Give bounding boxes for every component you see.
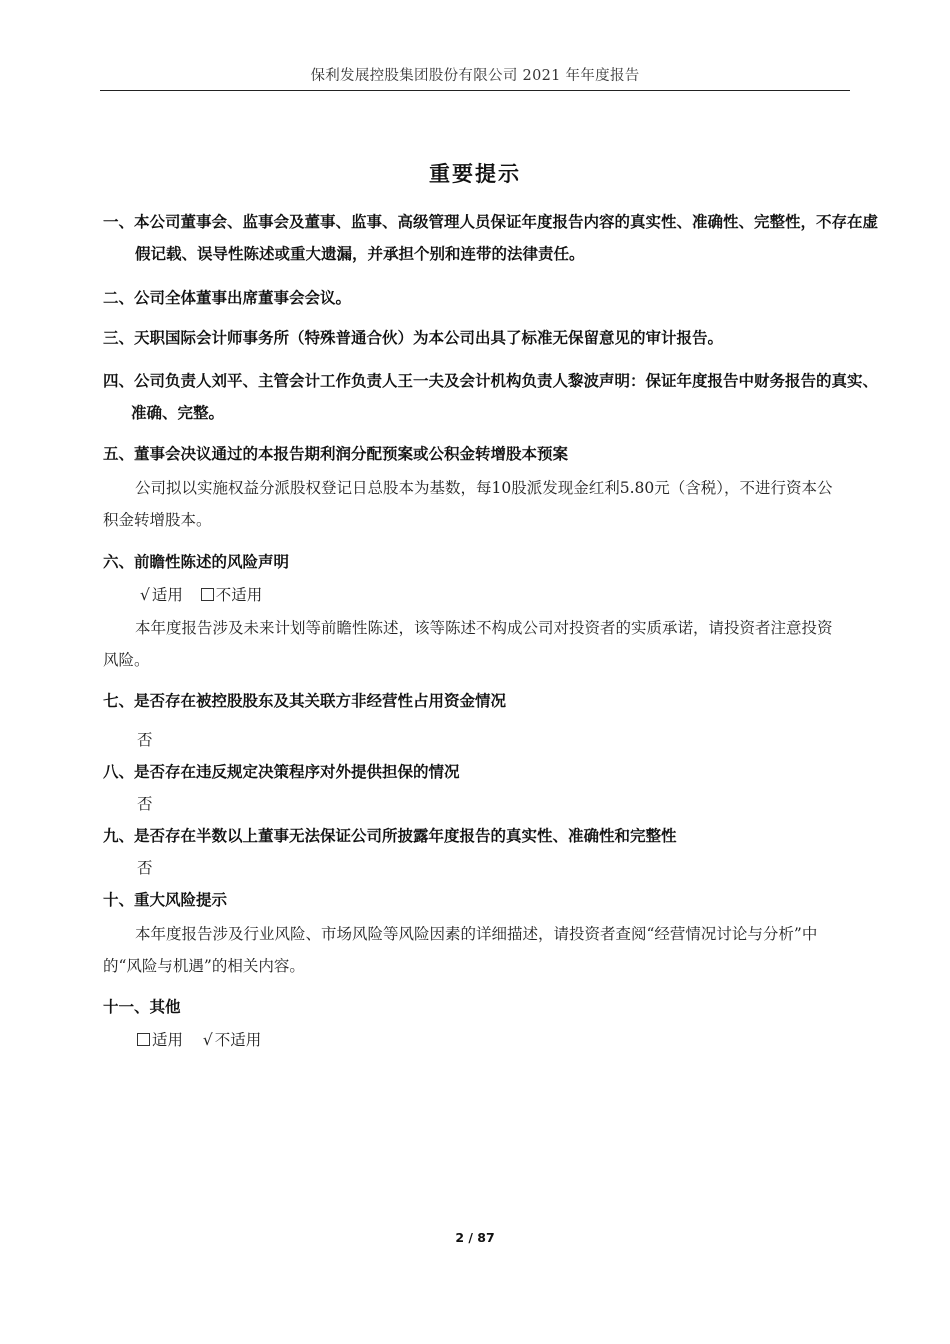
section-10-body: 本年度报告涉及行业风险、市场风险等风险因素的详细描述，请投资者查阅“经营情况讨论与分析”中的“风险与机遇”的相关内容。	[103, 925, 818, 975]
checkmark-icon: √	[140, 586, 150, 604]
page-title: 重要提示	[429, 162, 521, 186]
not-applicable-label: 不适用	[215, 586, 263, 604]
section-9: 九、是否存在半数以上董事无法保证公司所披露年度报告的真实性、准确性和完整性	[103, 827, 677, 845]
section-2: 二、公司全体董事出席董事会会议。	[103, 289, 352, 307]
section-5: 五、董事会决议通过的本报告期利润分配预案或公积金转增股本预案	[103, 445, 569, 463]
checkmark-icon: √	[202, 1031, 213, 1049]
section-9-answer: 否	[137, 859, 153, 877]
section-4: 四、公司负责人刘平、主管会计工作负责人王一夫及会计机构负责人黎波声明：保证年度报告中财务报告的真实、准确、完整。	[103, 372, 879, 422]
section-7-answer: 否	[137, 731, 153, 749]
section-8-answer: 否	[137, 795, 153, 813]
empty-checkbox-icon	[201, 588, 214, 601]
section-1: 一、本公司董事会、监事会及董事、监事、高级管理人员保证年度报告内容的真实性、准确性、完整性，不存在虚假记载、误导性陈述或重大遗漏，并承担个别和连带的法律责任。	[103, 213, 879, 263]
section-8: 八、是否存在违反规定决策程序对外提供担保的情况	[103, 763, 460, 781]
section-11-options	[137, 1028, 261, 1052]
page-number: 2 / 87	[455, 1230, 495, 1245]
applicable-label: 适用	[152, 1031, 184, 1049]
not-applicable-label: 不适用	[214, 1031, 262, 1049]
section-6: 六、前瞻性陈述的风险声明	[103, 553, 290, 571]
empty-checkbox-icon	[137, 1033, 150, 1046]
section-10: 十、重大风险提示	[103, 891, 228, 909]
applicable-label: 适用	[151, 586, 183, 604]
section-6-body: 本年度报告涉及未来计划等前瞻性陈述，该等陈述不构成公司对投资者的实质承诺，请投资者注意投资风险。	[103, 619, 833, 669]
report-header: 保利发展控股集团股份有限公司 2021 年年度报告	[100, 64, 850, 91]
section-3: 三、天职国际会计师事务所（特殊普通合伙）为本公司出具了标准无保留意见的审计报告。	[103, 329, 724, 347]
section-7: 七、是否存在被控股股东及其关联方非经营性占用资金情况	[103, 692, 507, 710]
section-5-body: 公司拟以实施权益分派股权登记日总股本为基数，每10股派发现金红利5.80元（含税），不进行资本公积金转增股本。	[103, 479, 833, 529]
section-11: 十一、其他	[103, 998, 181, 1016]
section-6-options	[140, 583, 262, 607]
